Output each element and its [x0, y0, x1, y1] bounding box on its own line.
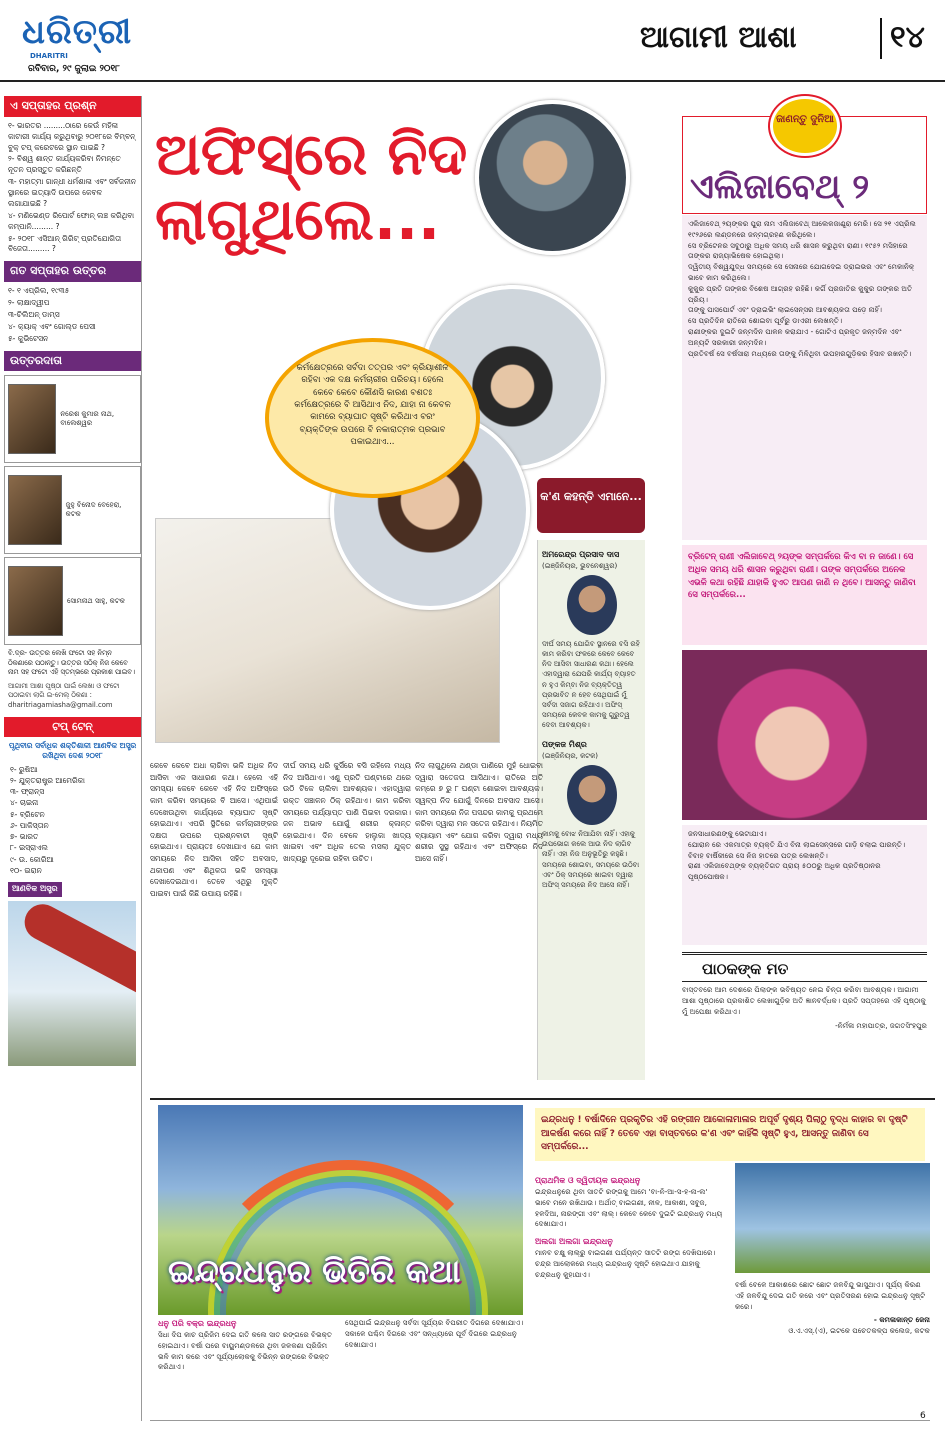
masthead: [0, 0, 945, 82]
respondent-name: ସୋମନାଥ ସାହୁ, କଟକ: [67, 596, 125, 605]
question-item: ୧- ଭାରତର .........ଠାରେ କେଉଁ ମହିଳା କାଟାରୀ କାର୍ଯ୍ୟ କରୁଥିବାରୁ ୨୦୧୮ରେ ବିମ୍ବନ୍ ବୁକ୍ ଟପ୍ କରେଟରେ ସ୍ଥାନ ପାଇଛି ?: [8, 120, 136, 152]
missile-photo: [8, 901, 136, 1066]
readers-opinion-body: [682, 985, 927, 1080]
rainbow-column-1: [158, 1318, 338, 1418]
logo-subtitle: DHARITRI: [30, 52, 68, 60]
top-ten-list: [4, 764, 141, 877]
top-ten-item: ୩- ଫ୍ରାନ୍ସ: [10, 787, 45, 797]
opinion-photo: [567, 575, 617, 635]
answers-list: [4, 286, 141, 344]
top-ten-item: ୯- ଉ. କୋରିଆ: [10, 854, 54, 864]
top-ten-item: ୨- ଯୁକ୍ତରାଷ୍ଟ୍ର ଆମେରିକା: [10, 775, 85, 785]
opinion-place: (ଇଞ୍ଜିନିୟର, କଟକ): [542, 752, 599, 760]
top-ten-item: ୪- ଚାଇନା: [10, 798, 39, 808]
top-ten-item: ୮- ଇସ୍ରାଏଲ: [10, 843, 48, 853]
fact-item: ଏଲିଜାବେଥ୍ ୨ୟଙ୍କର ପୁରା ନାମ ଏଲିଜାବେଥ୍ ଆଲେକଜାଣ୍ଡ୍ରା ମେରି। ସେ ୨୧ ଏପ୍ରିଲ ୧୯୨୬ରେ ଲଣ୍ଡନରେ ଜନ୍ମଗ୍ରହଣ କରିଥିଲେ।: [688, 219, 916, 239]
top-ten-item: ୫- ବ୍ରିଟେନ: [10, 809, 45, 819]
fact-item: ପ୍ରତିବର୍ଷ ସେ ବର୍ଷସାରା ମଧ୍ୟରେ ତାଙ୍କୁ ମିଳିଥିବା ଉପହାରଗୁଡ଼ିକର ହିସାବ ରଖନ୍ତି।: [688, 348, 912, 358]
rainbow-subheading: ଧନୁ ପରି ବକ୍ର ଇନ୍ଦ୍ରଧନୁ: [158, 1319, 237, 1328]
fact-item: ତାଙ୍କୁ ପାସପୋର୍ଟ ଏବଂ ଡ୍ରାଇଭିଂ ଲାଇସେନ୍ସର ଆବଶ୍ୟକତା ପଡ଼େ ନାହିଁ।: [688, 305, 883, 315]
rainbow-column-3: [535, 1175, 725, 1420]
fact-item: ଦ୍ୱିତୀୟ ବିଶ୍ୱଯୁଦ୍ଧ ସମୟରେ ସେ ସେନାରେ ଯୋଗଦେଇ ଡ୍ରାଇଭର ଏବଂ ମେକାନିକ୍ ଭାବେ କାମ କରିଥିଲେ।: [688, 262, 915, 282]
question-item: ୪- ମଣିଭେଣ୍ଡ ରିପୋର୍ଟ ଫୋନ୍ ଲଞ୍ଚ କରିଥିବା କମ୍ପାନି......... ?: [8, 210, 135, 231]
rainbow-column-4: [735, 1280, 930, 1415]
answer-item: ୩-ଚିଲିଅନ୍ ଡାମ୍‌ସ: [8, 309, 60, 319]
fact-item: ଯୋରାନ ରେ ଏକମାତ୍ର ବ୍ୟକ୍ତି ଯିଏ ବିନା ଲାଇସେନ୍ସରେ ଗାଡ଼ି ଚଲାଇ ପାରନ୍ତି।: [688, 839, 906, 849]
know-world-badge: ଜାଣନ୍ତୁ ଦୁନିଆ: [770, 96, 840, 156]
rainbow-author: - କମଳାକାନ୍ତ ଜେନା: [873, 1315, 930, 1325]
readers-opinion-text: ବାସ୍ତବରେ ଆମ ଦେଶରେ ପିଲାଙ୍କ ଭବିଷ୍ୟତ ନେଇ ଚିନ୍ତା କରିବା ଆବଶ୍ୟକ। ଆଗାମୀ ଆଶା ପୃଷ୍ଠାରେ ପ୍ରକାଶିତ ଲେଖାଗୁଡ଼ିକ ଅତି ଜ୍ଞାନବର୍ଦ୍ଧକ। ପ୍ରତି ସପ୍ତାହରେ ଏହି ପୃଷ୍ଠାକୁ ମୁଁ ଅପେକ୍ଷା କରିଥାଏ।: [682, 985, 926, 1016]
answer-item: ୪- କ୍ୟାକ୍ ଏବଂ ଗୋଲ୍ଡ ପେସୀ: [8, 321, 96, 331]
footer-page-number: 6: [920, 1411, 926, 1421]
section-title: ଆଗାମୀ ଆଶା: [640, 20, 797, 55]
fact-item: ରାଣୀ ଏଲିଜାବେଥ୍‌ଙ୍କ ବ୍ୟକ୍ତିଗତ ପ୍ରାୟ ୫୦୦ରୁ ଅଧିକ ପ୍ରତିଷ୍ଠାନର ପୃଷ୍ଠପୋଷକ।: [688, 861, 881, 882]
footer-rule: [150, 1420, 930, 1421]
rainbow-text: ମାନବ ଚକ୍ଷୁ ଲାଲ୍‌ରୁ ବାଇଗଣୀ ପର୍ଯ୍ୟନ୍ତ ସାତଟି ରଙ୍ଗ ଦେଖିପାରେ। ଚନ୍ଦ୍ର ଆଲୋକରେ ମଧ୍ୟ ଇନ୍ଦ୍ରଧନୁ ସୃଷ୍ଟି ହୋଇଥାଏ ଯାହାକୁ ଚନ୍ଦ୍ରଧନୁ କୁହାଯାଏ।: [535, 1248, 716, 1279]
rainbow-subheading: ପ୍ରାଥମିକ ଓ ଦ୍ୱିତୀୟକ ଇନ୍ଦ୍ରଧନୁ: [535, 1176, 641, 1185]
dateline: ରବିବାର, ୨୯ ଜୁଲାଇ ୨୦୧୮: [28, 64, 120, 74]
top-ten-item: ୬- ପାକିସ୍ତାନ: [10, 820, 49, 830]
top-ten-item: ୧୦- ଇରାନ: [10, 865, 42, 875]
yawning-man-photo: [475, 100, 630, 255]
opinion-text: କାମକୁ ବୋଝ ନିଆଯିବା ନାହିଁ। ଏହାକୁ ଉପଭୋଗ କଲେ ଆଉ ନିଦ ଲାଗିବ ନାହିଁ। ଏହା ନିଜ ଅନୁଭୂତିରୁ କହୁଛି। ସମୟରେ ଶୋଇବା, ସମୟରେ ଉଠିବା ଏବଂ ଠିକ୍ ସମୟରେ ଖାଇବା ଦ୍ୱାରା ଅଫିସ୍ ସମୟରେ ନିଦ ଆସେ ନାହିଁ।: [542, 830, 640, 889]
respondents-heading: ଉତ୍ତରଦାତା: [4, 351, 141, 372]
respondent-card: [4, 375, 141, 463]
main-headline: ଅଫିସ୍‌ରେ ନିଦ ଲାଗୁଥିଲେ...: [155, 120, 468, 253]
answers-heading: ଗତ ସପ୍ତାହର ଉତ୍ତର: [4, 261, 141, 282]
opinion-text: ଦୀର୍ଘ ସମୟ ଯୋଗିବ ସ୍ଥାନରେ ବସି ରହି କାମ କରିବା ଫଳରେ କେବେ କେବେ ନିଦ ଆସିବା ସାଧାରଣ କଥା। ହେଲେ ଏହାଦ୍ୱାରା ଯେପରି କାର୍ଯ୍ୟ ବ୍ୟାହତ ନ ହୁଏ କିମ୍ବା ନିଜ ବ୍ୟକ୍ତିତ୍ୱ ପ୍ରଭାବିତ ନ ହେବ ସେଥିପାଇଁ ମୁଁ ସର୍ବଦା ସଜାଗ ରହିଥାଏ। ଅଫିସ୍ ସମୟରେ କେବଳ କାମକୁ ଗୁରୁତ୍ୱ ଦେବା ଆବଶ୍ୟକ।: [542, 639, 640, 730]
respondent-name: ନରେଶ କୁମାର ନାଥ, ବାଲେଶ୍ୱର: [60, 409, 115, 428]
missile-caption: ଆଣବିକ ଅସ୍ତ୍ର: [8, 882, 62, 897]
article-column-1: କେବେ କେବେ ଅଧା ଲାଗିବା ଭଳି ଅଧିକ ନିଦ ଆସିବା ଏକ ସାଧାରଣ କଥା। ହେଲେ ଏହି ସମସ୍ୟା କେବେ କେବେ ଏହି ନିଦ ଅଫିସ୍‌ରେ କାମ କରିବା ସମୟରେ ବି ଆସେ। ଏଥିପାଇଁ ଦେଖେଉଥିବା କାର୍ଯ୍ୟରେ ବ୍ୟାଘାତ ସୃଷ୍ଟି ହୋଇଥାଏ। ଏପରି ସ୍ଥିତିରେ କର୍ମଚାରୀଙ୍କର ଦକ୍ଷତା ଉପରେ ପ୍ରଶ୍ନବାଚୀ ସୃଷ୍ଟି ହୋଇଥାଏ। ପ୍ରାୟତଃ ଦେଖାଯାଏ ଯେ କାମ ସମୟରେ ନିଦ ଆସିବା ସହିତ ଅବସାଦ, ଥକାପଣ ଏବଂ ଶିଥିଳତା ଭଳି ସମସ୍ୟା ଦେଖାଦେଇଥାଏ। ତେବେ ଏଥିରୁ ମୁକ୍ତି ପାଇବା ପାଇଁ କିଛି ଉପାୟ ରହିଛି।: [150, 761, 278, 898]
left-sidebar: [4, 96, 142, 1421]
article-column-3: ନିଦ ଲାଗୁଥିଲେ ଥଣ୍ଡା ପାଣିରେ ମୁହଁ ଧୋଇବା ଦ୍ୱାରା ସତେଜତା ଆସିଥାଏ। ରାତିରେ ଅତି କମ୍‌ରେ ୭ ରୁ ୮ ଘଣ୍ଟା ଶୋଇବା ଆବଶ୍ୟକ। ସ୍ୱଳ୍ପ ନିଦ ଯୋଗୁଁ ଦିନରେ ଅବସାଦ ଆସେ। କାମ ସମୟରେ ନିଜ ପସନ୍ଦର କାମକୁ ପ୍ରଥମେ କରିବା ଦ୍ୱାରା ମନ ସତେଜ ରହିଥାଏ। ନିୟମିତ ବ୍ୟାୟାମ ଏବଂ ଯୋଗ କରିବା ଦ୍ୱାରା ମଧ୍ୟ ଶରୀର ସୁସ୍ଥ ରହିଥାଏ ଏବଂ ଅଫିସ୍‌ରେ ନିଦ ଆସେ ନାହିଁ।: [415, 761, 543, 863]
answer-item: ୧- ୧ ଏପ୍ରିଲ, ୧୯୩୫: [8, 286, 70, 296]
email-address: ଆଗାମୀ ଆଶା ପୃଷ୍ଠା ପାଇଁ ଲେଖା ଓ ଫଟୋ ପଠାଇବା ଲାଗି ଇ-ମେଲ୍ ଠିକଣା : dharitriagamiasha@gmail.com: [8, 681, 120, 709]
rainbow-text: ବର୍ଷା ବେଳେ ଆକାଶରେ ଛୋଟ ଛୋଟ ଜଳବିନ୍ଦୁ ଭାସୁଥାଏ। ସୂର୍ଯ୍ୟ କିରଣ ଏହି ଜଳବିନ୍ଦୁ ଦେଇ ଗତି କରେ ଏବଂ ପ୍ରତିସରଣ ହୋଇ ଇନ୍ଦ୍ରଧନୁ ସୃଷ୍ଟି କରେ।: [735, 1280, 926, 1311]
rainbow-author-place: ଓ.ଏ.ଏସ୍.(ଏ), ଇଟକେ ପଚେତକଳ୍ପ କଲେଜ, କଟକ: [788, 1326, 930, 1336]
rainbow-headline: ଇନ୍ଦ୍ରଧନୁର ଭିତିରି କଥା: [168, 1252, 461, 1290]
respondent-card: [4, 466, 141, 554]
fact-item: ବିବାହ ବାର୍ଷିକୀରେ ସେ ନିଜ ହାତରେ ପତ୍ର ଲେଖନ୍ତି।: [688, 850, 828, 860]
fact-item: ରାଣୀଙ୍କର ଦୁଇଟି ଜନ୍ମଦିନ ପାଳନ କରାଯାଏ - ଗୋଟିଏ ପ୍ରକୃତ ଜନ୍ମଦିନ ଏବଂ ଅନ୍ୟଟି ସରକାରୀ ଜନ୍ମଦିନ।: [688, 326, 902, 347]
queen-elizabeth-photo: [682, 650, 927, 820]
opinion-heading: କ'ଣ କହନ୍ତି ଏମାନେ...: [537, 478, 645, 533]
respondent-photo: [8, 475, 62, 545]
top-ten-heading: ଟପ୍ ଟେନ୍: [4, 717, 141, 738]
questions-heading: ଏ ସପ୍ତାହର ପ୍ରଶ୍ନ: [4, 96, 141, 117]
respondent-name: ଜୁହୁ ବିନୋଦ ବେହେରା, କଟକ: [65, 500, 122, 519]
rainbow-sky-photo: [735, 1163, 930, 1273]
readers-opinion-heading: ପାଠକଙ୍କ ମତ: [682, 952, 927, 982]
elizabeth-facts: [682, 215, 927, 540]
fact-item: ସେ ବ୍ରିଟେନର ସବୁଠାରୁ ଅଧିକ ସମୟ ଧରି ଶାସନ କରୁଥିବା ରାଣୀ। ୧୯୫୨ ମସିହାରେ ତାଙ୍କର ରାଜ୍ୟାଭିଷେକ ହୋଇଥିଲା।: [688, 240, 908, 261]
rainbow-text: ସିଧା ଦିପ କାଚ ପ୍ରିଜିମ ଦେଇ ଗତି କଲେ ସାତ ରଙ୍ଗରେ ବିଭକ୍ତ ହୋଇଥାଏ। ବର୍ଷା ପରେ ବାୟୁମଣ୍ଡଳରେ ଥିବା ଜଳକଣା ପ୍ରିଜିମ ଭଳି କାମ କରେ ଏବଂ ସୂର୍ଯ୍ୟାଲୋକକୁ ବିଭିନ୍ନ ରଙ୍ଗରେ ବିଭକ୍ତ କରିଥାଏ।: [158, 1330, 333, 1372]
opinion-name: ପଙ୍କଜ ମିଶ୍ର: [542, 740, 587, 750]
answer-item: ୨- ଲାକ୍ଷାଦ୍ୱୀପ: [8, 298, 50, 308]
fact-item: ଜନସାଧାରଣଙ୍କୁ ଭେଟାଯାଏ।: [688, 829, 767, 838]
question-item: ୩- ମହାତ୍ମା ଗାନ୍ଧୀ ଧର୍ମଶାଳା ଏବଂ ସର୍ବଜନୀନ ସ୍ଥାନରେ ଇତ୍ୟାଦି ଉପରେ କେବଳ ଲଗାଯାଇଛି ?: [8, 177, 137, 208]
newspaper-logo: ଧରିତ୍ରୀ: [22, 12, 133, 52]
rainbow-text: ଇନ୍ଦ୍ରଧନୁରେ ଥିବା ସାତଟି ରଙ୍ଗକୁ ଆମେ 'ବା-ନି-ଆ-ସ-ହ-ନା-ଲ' ଭାବେ ମନେ ରଖିଥାଉ। ଅର୍ଥାତ୍ ବାଇଗଣୀ, ନୀଳ, ଆକାଶୀ, ସବୁଜ, ହଳଦିଆ, ନାରଙ୍ଗୀ ଏବଂ ଲାଲ୍। କେବେ କେବେ ଦୁଇଟି ଇନ୍ଦ୍ରଧନୁ ମଧ୍ୟ ଦେଖାଯାଏ।: [535, 1187, 723, 1229]
elizabeth-title: ଏଲିଜାବେଥ୍ ୨: [690, 167, 870, 207]
opinion-place: (ଇଞ୍ଜିନିୟର, ଭୁବନେଶ୍ୱର): [542, 561, 618, 570]
opinion-column: [537, 540, 645, 1080]
elizabeth-facts-more: [682, 825, 927, 945]
opinion-photo: [567, 765, 617, 825]
rainbow-column-2: ସେଥିପାଇଁ ଇନ୍ଦ୍ରଧନୁ ସର୍ବଦା ସୂର୍ଯ୍ୟର ବିପରୀତ ଦିଗରେ ଦେଖାଯାଏ। ସକାଳେ ପଶ୍ଚିମ ଦିଗରେ ଏବଂ ସନ୍ଧ୍ୟାରେ ପୂର୍ବ ଦିଗରେ ଇନ୍ଦ୍ରଧନୁ ଦେଖାଯାଏ।: [345, 1318, 524, 1349]
top-ten-item: ୭- ଭାରତ: [10, 832, 39, 842]
article-column-2: ଦୀର୍ଘ ସମୟ ଧରି କୁର୍ସିରେ ବସି ରହିଲେ ମଧ୍ୟ ନିଦ ଆସିଥାଏ। ଏଣୁ ପ୍ରତି ଘଣ୍ଟାରେ ଥରେ ଉଠି ଟିକେ ଚାଲିବା ଆବଶ୍ୟକ। ଏହାଦ୍ୱାରା ରକ୍ତ ସଞ୍ଚାଳନ ଠିକ୍ ରହିଥାଏ। କାମ କରିବା ସମୟରେ ପର୍ଯ୍ୟାପ୍ତ ପାଣି ପିଇବା ଦରକାର। ଜଳ ଅଭାବ ଯୋଗୁଁ ଶରୀର କ୍ଳାନ୍ତ ହୋଇଥାଏ। ଦିନ ବେଳେ ହାଲୁକା ଖାଦ୍ୟ ଖାଇବା ଏବଂ ଅଧିକ ତେଲ ମସଲା ଯୁକ୍ତ ଖାଦ୍ୟରୁ ଦୂରେଇ ରହିବା ଉଚିତ।: [283, 761, 411, 863]
intro-circle: କର୍ମକ୍ଷେତ୍ରରେ ସର୍ବଦା ତତ୍ପର ଏବଂ କ୍ରିୟାଶୀଳ ରହିବା ଏକ ଦକ୍ଷ କର୍ମଚାରୀର ପରିଚୟ। ହେଲେ କେବେ କେବେ କୌଣସି କାରଣ ବଶତଃ କର୍ମକ୍ଷେତ୍ରରେ ବି ଆସିଥାଏ ନିଦ, ଯାହା ନା କେବଳ କାମରେ ବ୍ୟାଘାତ ସୃଷ୍ଟି କରିଥାଏ ବରଂ ବ୍ୟକ୍ତିଙ୍କ ଉପରେ ବି ନକାରାତ୍ମକ ପ୍ରଭାବ ପକାଇଥାଏ...: [265, 338, 480, 498]
fact-item: କୁକୁର ପ୍ରତି ତାଙ୍କର ବିଶେଷ ଆଗ୍ରହ ରହିଛି। କର୍ଗି ପ୍ରଜାତିର କୁକୁର ତାଙ୍କର ଅତି ପ୍ରିୟ।: [688, 283, 913, 304]
submission-note: ବି.ଦ୍ର- ଉତ୍ତର ଲେଖି ଫଟୋ ସହ ନିମ୍ନ ଠିକଣାରେ ପଠାନ୍ତୁ। ଉତ୍ତର ସଠିକ୍ ନିଜ କେବେ ନାମ ସହ ଫଟୋ ଏହି ସ୍ତମ୍ଭରେ ପ୍ରକାଶ ପାଇବ।: [8, 649, 135, 677]
fact-item: ସେ ପ୍ରତିଦିନ ରାତିରେ ଶୋଇବା ପୂର୍ବରୁ ଡାଏରୀ ଲେଖନ୍ତି।: [688, 316, 843, 326]
question-item: ୨- ବିଶ୍ୱ ଶାନ୍ତ କାର୍ଯ୍ୟକରିବା ନିମନ୍ତେ ନୂତନ ପ୍ରସ୍ତୁତ କରିଛନ୍ତି: [8, 154, 121, 175]
elizabeth-intro-quote: ବ୍ରିଟେନ୍ ରାଣୀ ଏଲିଜାବେଥ୍ ୨ୟଙ୍କ ସମ୍ପର୍କରେ କିଏ ବା ନ ଜାଣେ। ସେ ଅଧିକ ସମୟ ଧରି ଶାସନ କରୁଥିବା ରାଣୀ। ତାଙ୍କ ସମ୍ପର୍କରେ ଅନେକ ଏଭଳି କଥା ରହିଛି ଯାହାକି ହୁଏତ ଆପଣ ଜାଣି ନ ଥିବେ। ଆସନ୍ତୁ ଜାଣିବା ସେ ସମ୍ପର୍କରେ...: [682, 545, 927, 645]
questions-list: [4, 121, 141, 256]
question-item: ୫- ୨୦୧୮ ଏସିଆନ୍ ଗିରିଟ୍ ପ୍ରତିଯୋଗିତା ବିଜେତା......... ?: [8, 233, 122, 254]
top-ten-item: ୧- ରୁଷିଆ: [10, 764, 38, 774]
rainbow-intro: ଇନ୍ଦ୍ରଧନୁ ! ବର୍ଷାଦିନେ ପ୍ରକୃତିର ଏହି ରଙ୍ଗୀନ ଆକୋଳାମାଳାର ଅପୂର୍ବ ଦୃଶ୍ୟ ପିଲାଠୁ ବୃଦ୍ଧ କାହାର ବା ଦୃଷ୍ଟି ଆକର୍ଷଣ କରେ ନାହିଁ ? ତେବେ ଏହା ବାସ୍ତବରେ କ'ଣ ଏବଂ କାହିଁକି ସୃଷ୍ଟି ହୁଏ, ଆସନ୍ତୁ ଜାଣିବା ସେ ସମ୍ପର୍କରେ...: [535, 1108, 925, 1161]
top-ten-subtitle: ପୃଥିବୀର ସର୍ବାଧିକ ଶକ୍ତିଶାଳୀ ଆଣବିକ ଅସ୍ତ୍ର ରଖିଥିବା ଦେଶ ୨୦୧୮: [8, 741, 137, 761]
page-number: ୧୪: [880, 18, 925, 59]
respondent-photo: [8, 566, 63, 636]
opinion-name: ଅମରେନ୍ଦ୍ର ପ୍ରସାଦ ଦାସ: [542, 550, 620, 559]
readers-opinion-signature: -ନିର୍ମଳା ମହାପାତ୍ର, ଜଗତସିଂହପୁର: [835, 1021, 927, 1031]
rainbow-subheading: ଅଲଗା ଅଲଗା ଇନ୍ଦ୍ରଧନୁ: [535, 1237, 613, 1247]
answer-item: ୫- କୁଭିଟେସନ: [8, 333, 49, 343]
respondent-card: [4, 557, 141, 645]
respondent-photo: [8, 384, 56, 454]
